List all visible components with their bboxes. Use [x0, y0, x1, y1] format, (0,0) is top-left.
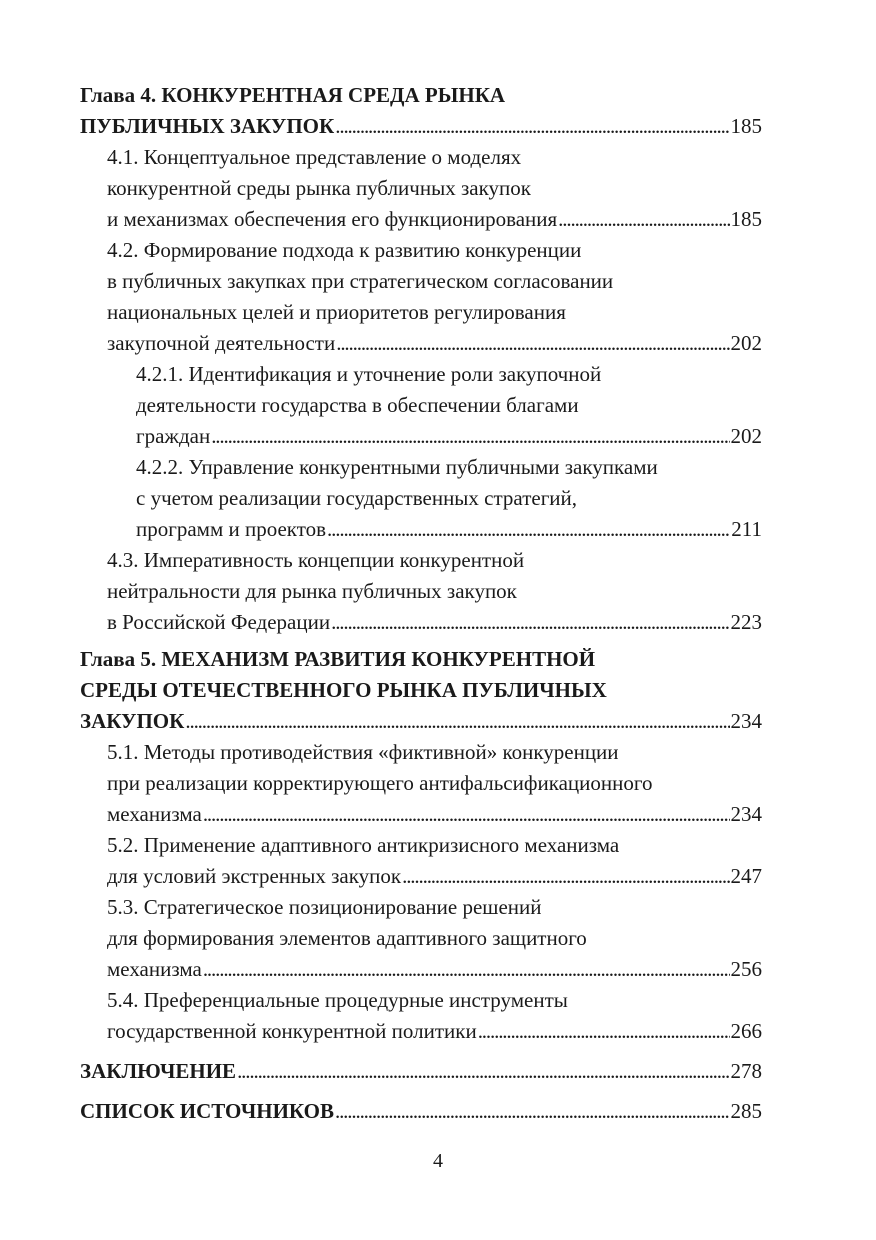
dot-leader	[335, 1096, 730, 1127]
toc-line-text: программ и проектов	[136, 517, 327, 541]
toc-line-text: государственной конкурентной политики	[107, 1019, 477, 1043]
toc-line: Глава 5. МЕХАНИЗМ РАЗВИТИЯ КОНКУРЕНТНОЙ	[80, 647, 596, 671]
toc-line	[107, 799, 876, 830]
toc-entry-5-4	[0, 985, 876, 1047]
toc-line	[107, 1016, 876, 1047]
toc-line-text: механизма	[107, 802, 202, 826]
toc-entry-5-2	[0, 830, 876, 892]
dot-leader	[478, 1016, 730, 1047]
toc-line	[136, 421, 876, 452]
toc-line: 4.2.2. Управление конкурентными публичными закупками	[136, 455, 658, 479]
toc-entry-chapter-5	[0, 644, 876, 737]
dot-leader	[331, 607, 729, 638]
toc-entry-4-2-1	[0, 359, 876, 452]
toc-line: 5.2. Применение адаптивного антикризисного механизма	[107, 833, 620, 857]
toc-entry-conclusion	[0, 1056, 876, 1087]
toc-page-number: 223	[730, 610, 762, 634]
dot-leader	[185, 706, 729, 737]
dot-leader	[327, 514, 730, 545]
toc-line: деятельности государства в обеспечении благами	[136, 393, 579, 417]
toc-line: Глава 4. КОНКУРЕНТНАЯ СРЕДА РЫНКА	[80, 83, 506, 107]
toc-line	[80, 1096, 876, 1127]
toc-line-text: ЗАКУПОК	[80, 709, 185, 733]
toc-line: с учетом реализации государственных стратегий,	[136, 486, 578, 510]
toc-line	[107, 954, 876, 985]
toc-line-text: для условий экстренных закупок	[107, 864, 402, 888]
toc-entry-4-2	[0, 235, 876, 359]
toc-line	[136, 514, 876, 545]
toc-line-text: граждан	[136, 424, 211, 448]
dot-leader	[335, 111, 729, 142]
dot-leader	[336, 328, 729, 359]
table-of-contents	[0, 80, 876, 1127]
toc-page-number: 202	[730, 424, 762, 448]
footer-page-number: 4	[433, 1150, 443, 1172]
toc-line	[80, 1056, 876, 1087]
toc-line: 5.3. Стратегическое позиционирование решений	[107, 895, 542, 919]
toc-line: 4.2. Формирование подхода к развитию конкуренции	[107, 238, 582, 262]
toc-line: национальных целей и приоритетов регулирования	[107, 300, 566, 324]
toc-line: в публичных закупках при стратегическом согласовании	[107, 269, 614, 293]
toc-page-number: 256	[730, 957, 762, 981]
dot-leader	[558, 204, 729, 235]
toc-line-text: и механизмах обеспечения его функционирования	[107, 207, 558, 231]
toc-line-text: закупочной деятельности	[107, 331, 336, 355]
toc-line: нейтральности для рынка публичных закупок	[107, 579, 517, 603]
toc-page-number: 185	[730, 114, 762, 138]
toc-page-number: 211	[731, 517, 762, 541]
toc-line: 5.4. Преференциальные процедурные инструменты	[107, 988, 568, 1012]
toc-page-number: 247	[730, 864, 762, 888]
toc-page-number: 266	[730, 1019, 762, 1043]
toc-line-text: в Российской Федерации	[107, 610, 331, 634]
toc-line-text: механизма	[107, 957, 202, 981]
toc-line: 4.1. Концептуальное представление о моделях	[107, 145, 522, 169]
toc-entry-4-3	[0, 545, 876, 638]
toc-line	[107, 328, 876, 359]
toc-entry-chapter-4	[0, 80, 876, 142]
toc-page-number: 234	[730, 802, 762, 826]
toc-line	[80, 111, 876, 142]
dot-leader	[203, 799, 730, 830]
toc-page-number: 202	[730, 331, 762, 355]
toc-line: 5.1. Методы противодействия «фиктивной» конкуренции	[107, 740, 619, 764]
toc-page-number: 285	[730, 1099, 762, 1123]
toc-entry-5-3	[0, 892, 876, 985]
toc-entry-4-1	[0, 142, 876, 235]
toc-line: 4.3. Императивность концепции конкурентной	[107, 548, 525, 572]
toc-line	[107, 861, 876, 892]
dot-leader	[237, 1056, 729, 1087]
toc-entry-sources	[0, 1096, 876, 1127]
dot-leader	[211, 421, 729, 452]
toc-line: СРЕДЫ ОТЕЧЕСТВЕННОГО РЫНКА ПУБЛИЧНЫХ	[80, 678, 607, 702]
toc-line	[80, 706, 876, 737]
toc-line: конкурентной среды рынка публичных закупок	[107, 176, 531, 200]
toc-line-text: ПУБЛИЧНЫХ ЗАКУПОК	[80, 114, 335, 138]
toc-line-text: СПИСОК ИСТОЧНИКОВ	[80, 1099, 334, 1123]
toc-entry-5-1	[0, 737, 876, 830]
dot-leader	[402, 861, 729, 892]
toc-page-number: 234	[730, 709, 762, 733]
toc-line	[107, 204, 876, 235]
toc-line-text: ЗАКЛЮЧЕНИЕ	[80, 1059, 237, 1083]
dot-leader	[203, 954, 730, 985]
toc-line: для формирования элементов адаптивного защитного	[107, 926, 587, 950]
toc-page-number: 278	[730, 1059, 762, 1083]
toc-page-number: 185	[730, 207, 762, 231]
toc-entry-4-2-2	[0, 452, 876, 545]
toc-line: 4.2.1. Идентификация и уточнение роли закупочной	[136, 362, 602, 386]
toc-line	[107, 607, 876, 638]
toc-line: при реализации корректирующего антифальсификационного	[107, 771, 653, 795]
